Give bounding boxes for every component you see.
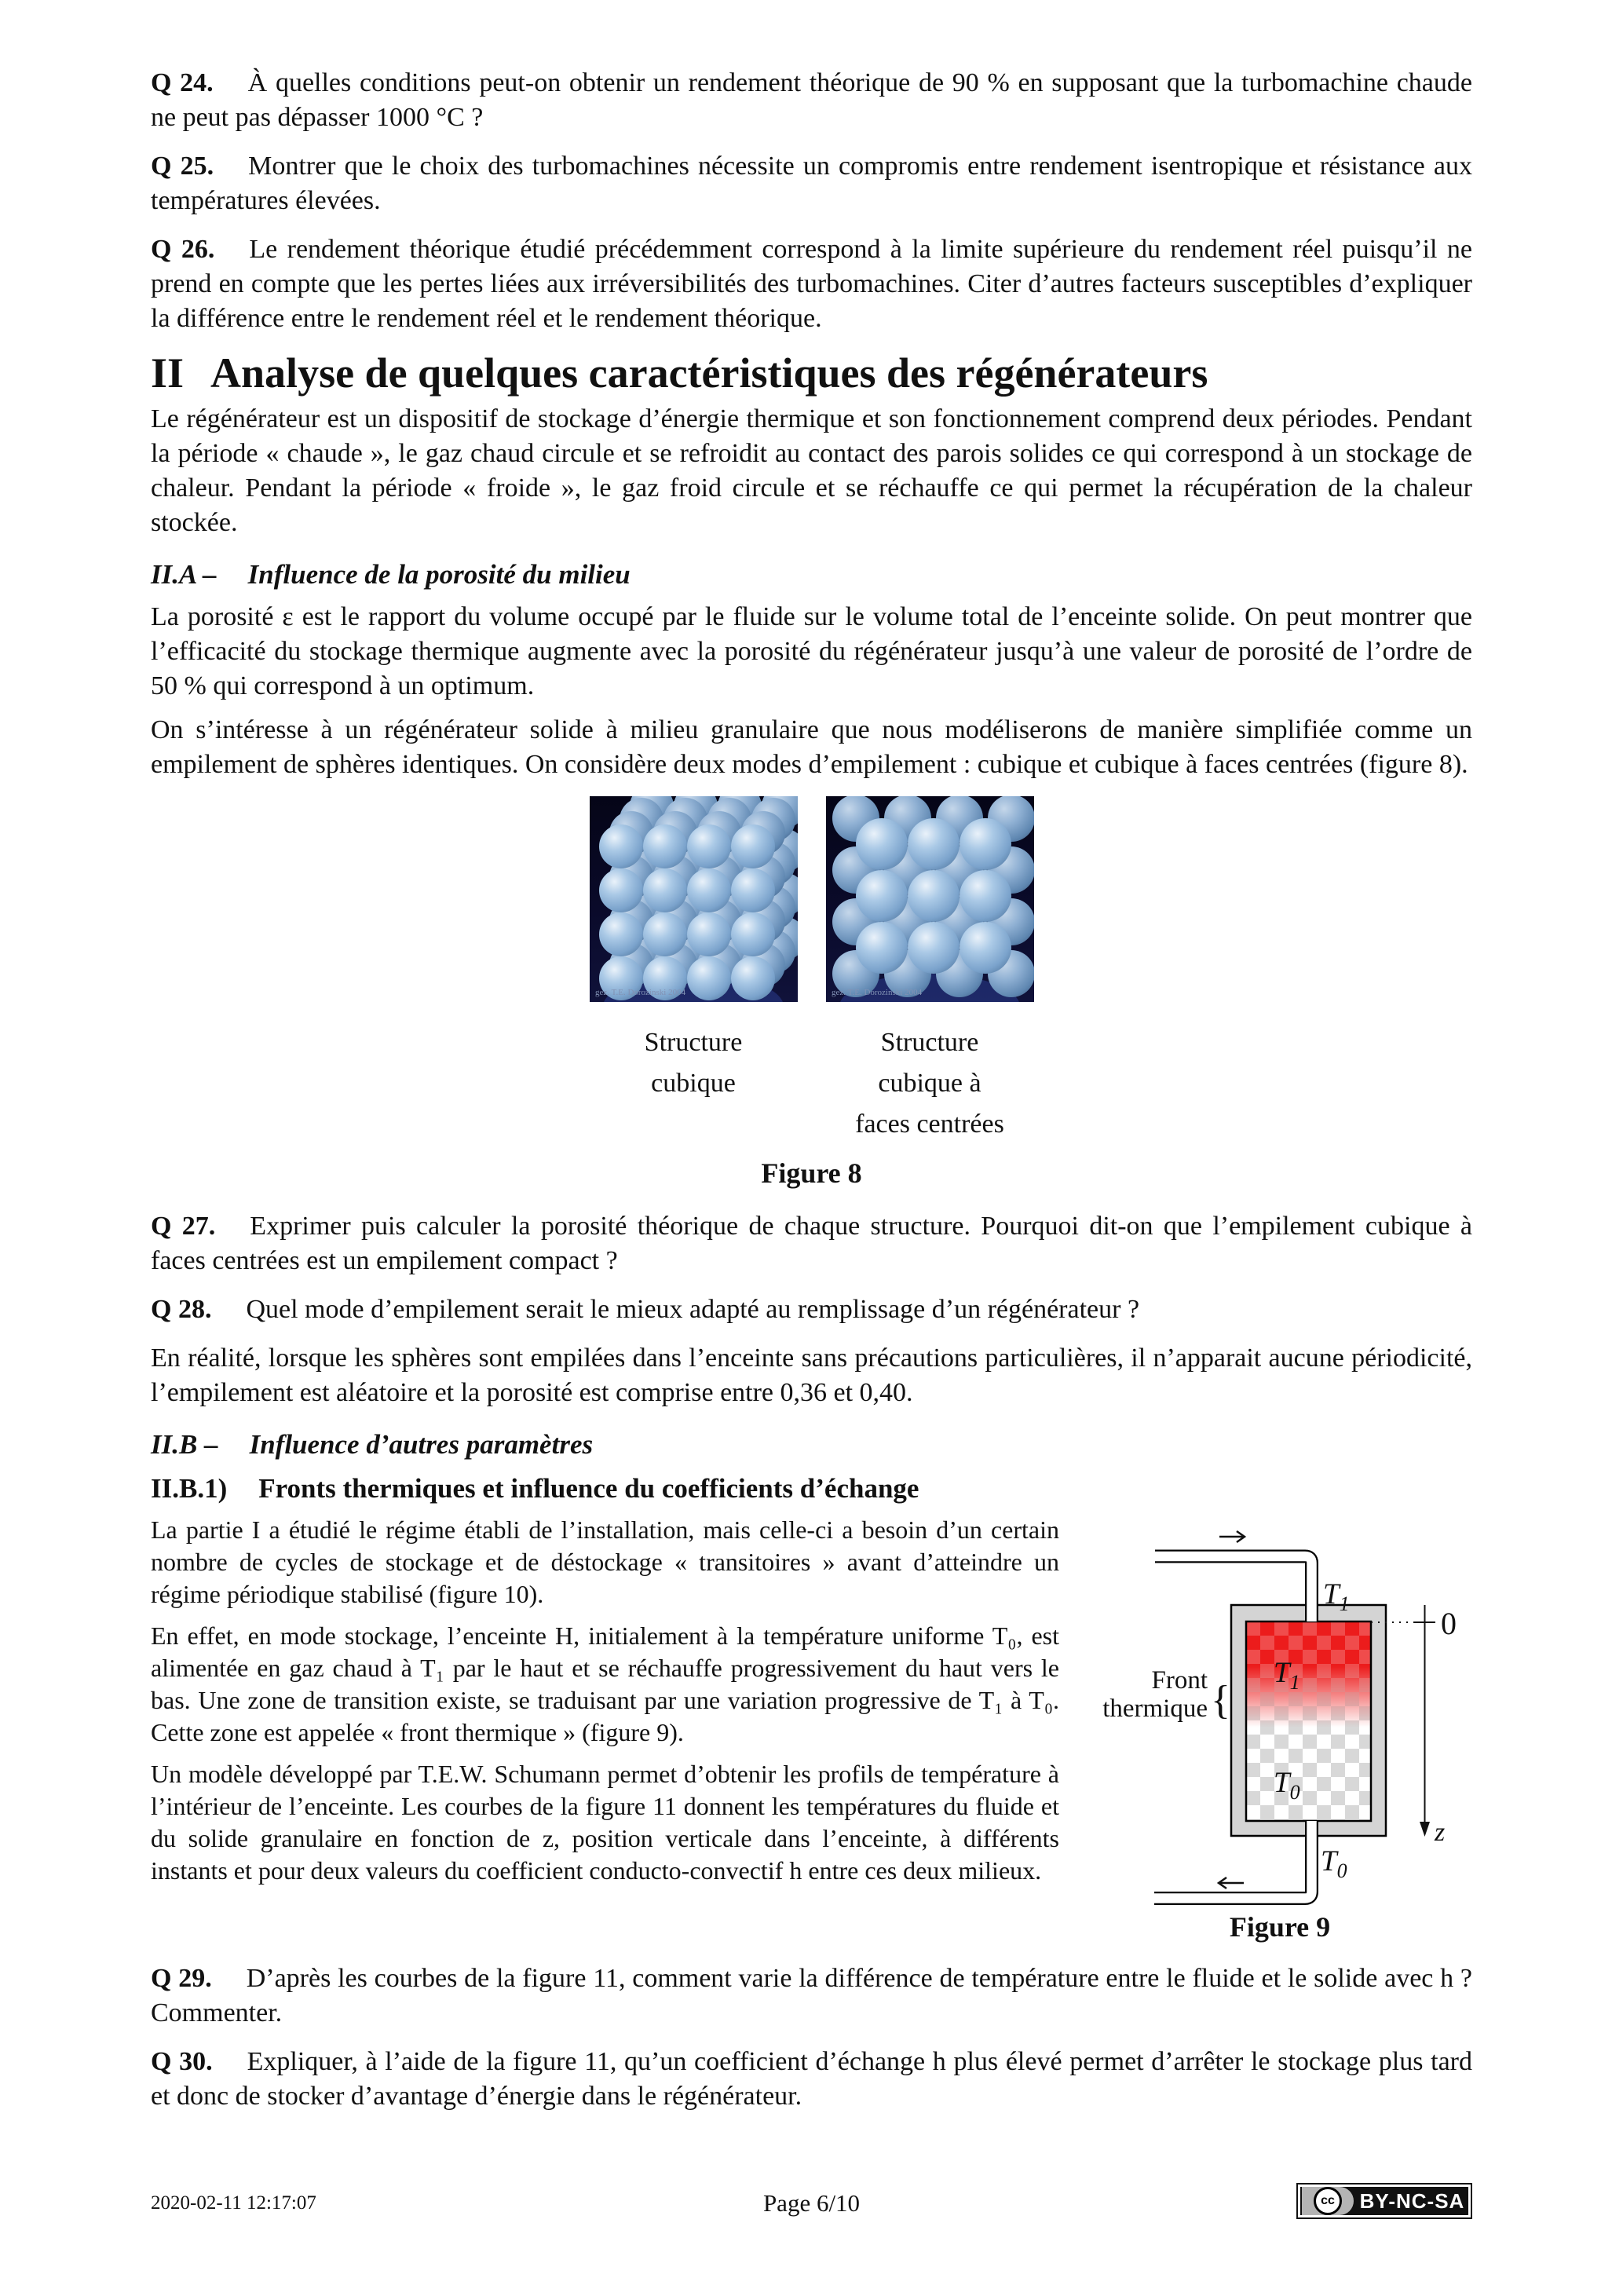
- sphere-grid: [832, 796, 1034, 997]
- transient-paragraph: La partie I a étudié le régime établi de l’installation, mais celle-ci a besoin d’un certain nombre de cycles de stockage et de déstockage « transitoires » avant d’atteindre un régime périodique stabilisé (figure 10).: [151, 1515, 1059, 1608]
- footer-page-number: Page 6/10: [762, 2189, 861, 2217]
- footer-datetime: 2020-02-11 12:17:07: [151, 2192, 316, 2214]
- subsection-b1-heading: [151, 1472, 1472, 1506]
- porosity-paragraph-2: On s’intéresse à un régénérateur solide à milieu granulaire que nous modéliserons de manière simplifiée comme un empilement de sphères identiques. On considère deux modes d’empilement : cubique et cubique à faces centrées (figure 8).: [151, 715, 1472, 779]
- subsection-number: II.B.1): [151, 1473, 228, 1504]
- question-label: Q 25.: [151, 152, 214, 181]
- question-text: Montrer que le choix des turbomachines nécessite un compromis entre rendement isentropique et résistance aux températures élevées.: [151, 152, 1472, 215]
- cc-logo-section: [1302, 2187, 1354, 2215]
- fcc-structure-image: [826, 796, 1034, 1002]
- question-text: D’après les courbes de la figure 11, comment varie la différence de température entre le fluide et le solide avec h ? Commenter.: [151, 1964, 1472, 2027]
- subsection-b-heading: [151, 1428, 1472, 1462]
- caption-line: Structure: [644, 1028, 743, 1057]
- question-q24: [151, 66, 1472, 135]
- question-text: Exprimer puis calculer la porosité théorique de chaque structure. Pourquoi dit-on que l’empilement cubique à faces centrées est un empilement compact ?: [151, 1212, 1472, 1275]
- section-intro-paragraph: Le régénérateur est un dispositif de stockage d’énergie thermique et son fonctionnement comprend deux périodes. Pendant la période « chaude », le gaz chaud circule et se refroidit au contact des parois solides ce qui correspond à un stockage de chaleur. Pendant la période « froide », le gaz froid circule et se réchauffe ce qui permet la récupération de la chaleur stockée.: [151, 404, 1472, 537]
- figure8: [151, 796, 1472, 1189]
- caption-line: cubique à: [878, 1069, 981, 1098]
- figure9: [1087, 1517, 1472, 1943]
- cubic-structure-image: [590, 796, 798, 1002]
- random-packing-note: En réalité, lorsque les sphères sont empilées dans l’enceinte sans précautions particulières, il n’apparait aucune périodicité, l’empilement est aléatoire et la porosité est comprise entre 0,36 et 0,40.: [151, 1344, 1472, 1407]
- question-label: Q 30.: [151, 2047, 213, 2076]
- question-q28: [151, 1292, 1472, 1327]
- thermal-front-label-line2: thermique: [1102, 1695, 1208, 1723]
- subsection-title: Influence de la porosité du milieu: [247, 559, 631, 590]
- question-q25: [151, 149, 1472, 218]
- question-q29: [151, 1961, 1472, 2031]
- thermal-front-label-line1: Front: [1151, 1666, 1208, 1695]
- outflow-arrow-icon: [1219, 1877, 1244, 1888]
- caption-structure-cubique: [590, 1022, 798, 1145]
- cold-zone-temp-label: $T_0$: [1274, 1767, 1300, 1804]
- inflow-arrow-icon: [1219, 1531, 1245, 1542]
- question-q30: [151, 2045, 1472, 2114]
- question-text: Quel mode d’empilement serait le mieux adapté au remplissage d’un régénérateur ?: [246, 1295, 1140, 1324]
- subsection-number: II.A –: [151, 559, 217, 590]
- license-text: BY-NC-SA: [1359, 2188, 1465, 2213]
- image-watermark: gez. T.E. Dorozinski 2004: [831, 988, 922, 997]
- thermal-front-section: [151, 1514, 1472, 1947]
- subsection-a-heading: [151, 558, 1472, 592]
- caption-line: faces centrées: [855, 1110, 1004, 1139]
- figure9-diagram: [1087, 1517, 1472, 1910]
- question-text: Expliquer, à l’aide de la figure 11, qu’un coefficient d’échange h plus élevé permet d’arrêter le stockage plus tard et donc de stocker d’avantage d’énergie dans le régénérateur.: [151, 2047, 1472, 2111]
- question-q27: [151, 1209, 1472, 1278]
- image-watermark: gez. T.E. Dorozinski 2004: [594, 988, 685, 997]
- question-text: À quelles conditions peut-on obtenir un rendement théorique de 90 % en supposant que la turbomachine chaude ne peut pas dépasser 1000 °C ?: [151, 68, 1472, 132]
- subsection-number: II.B –: [151, 1429, 218, 1460]
- hot-zone: [1246, 1621, 1371, 1727]
- question-label: Q 28.: [151, 1295, 212, 1324]
- axis-origin-label: 0: [1441, 1606, 1457, 1641]
- storage-mode-paragraph: En effet, en mode stockage, l’enceinte H, initialement à la température uniforme T₀, est alimentée en gaz chaud à T₁ par le haut et se réchauffe progressivement du haut vers le bas. Une zone de transition existe, se traduisant par une variation progressive de T₁ à T₀. Cette zone est appelée « front thermique » (figure 9).: [151, 1621, 1059, 1746]
- axis-z-label: z: [1435, 1818, 1446, 1847]
- figure9-caption: Figure 9: [1229, 1911, 1331, 1943]
- porosity-paragraph-1: La porosité ε est le rapport du volume occupé par le fluide sur le volume total de l’enceinte solide. On peut montrer que l’efficacité du stockage thermique augmente avec la porosité du régénérateur jusqu’à une valeur de porosité de l’ordre de 50 % qui correspond à un optimum.: [151, 602, 1472, 700]
- caption-structure-cfc: [826, 1022, 1034, 1145]
- figure8-caption: Figure 8: [761, 1157, 862, 1189]
- outlet-temp-label: $T_0$: [1321, 1845, 1347, 1882]
- section-number: II: [151, 349, 185, 397]
- schumann-model-paragraph: Un modèle développé par T.E.W. Schumann permet d’obtenir les profils de température à l’intérieur de l’enceinte. Les courbes de la figure 11 donnent les températures du fluide et du solide granulaire en fonction de z, position verticale dans l’enceinte, à différents instants et pour deux valeurs du coefficient conducto-convectif h entre ces deux milieux.: [151, 1760, 1059, 1885]
- cc-license-badge: [1296, 2183, 1472, 2219]
- caption-line: Structure: [880, 1028, 979, 1057]
- inlet-temp-label: $T_1$: [1323, 1578, 1350, 1615]
- subsection-title: Influence d’autres paramètres: [249, 1429, 594, 1460]
- subsection-title: Fronts thermiques et influence du coefficients d’échange: [258, 1473, 919, 1504]
- section-title: Analyse de quelques caractéristiques des régénérateurs: [210, 349, 1208, 397]
- page-footer: [151, 2183, 1472, 2222]
- question-q26: [151, 232, 1472, 336]
- section-heading: [151, 350, 1472, 396]
- question-text: Le rendement théorique étudié précédemment correspond à la limite supérieure du rendement réel puisqu’il ne prend en compte que les pertes liées aux irréversibilités des turbomachines. Citer d’autres facteurs susceptibles d’expliquer la différence entre le rendement réel et le rendement théorique.: [151, 235, 1472, 333]
- hot-zone-temp-label: $T_1$: [1274, 1657, 1300, 1694]
- question-label: Q 26.: [151, 235, 215, 264]
- question-label: Q 27.: [151, 1212, 216, 1241]
- cc-logo-icon: cc: [1314, 2187, 1342, 2215]
- question-label: Q 24.: [151, 68, 214, 97]
- sphere-grid: [599, 796, 798, 1000]
- brace-icon: {: [1211, 1678, 1230, 1723]
- z-axis-arrowhead-icon: [1420, 1822, 1430, 1837]
- caption-line: cubique: [651, 1069, 736, 1098]
- question-label: Q 29.: [151, 1964, 212, 1993]
